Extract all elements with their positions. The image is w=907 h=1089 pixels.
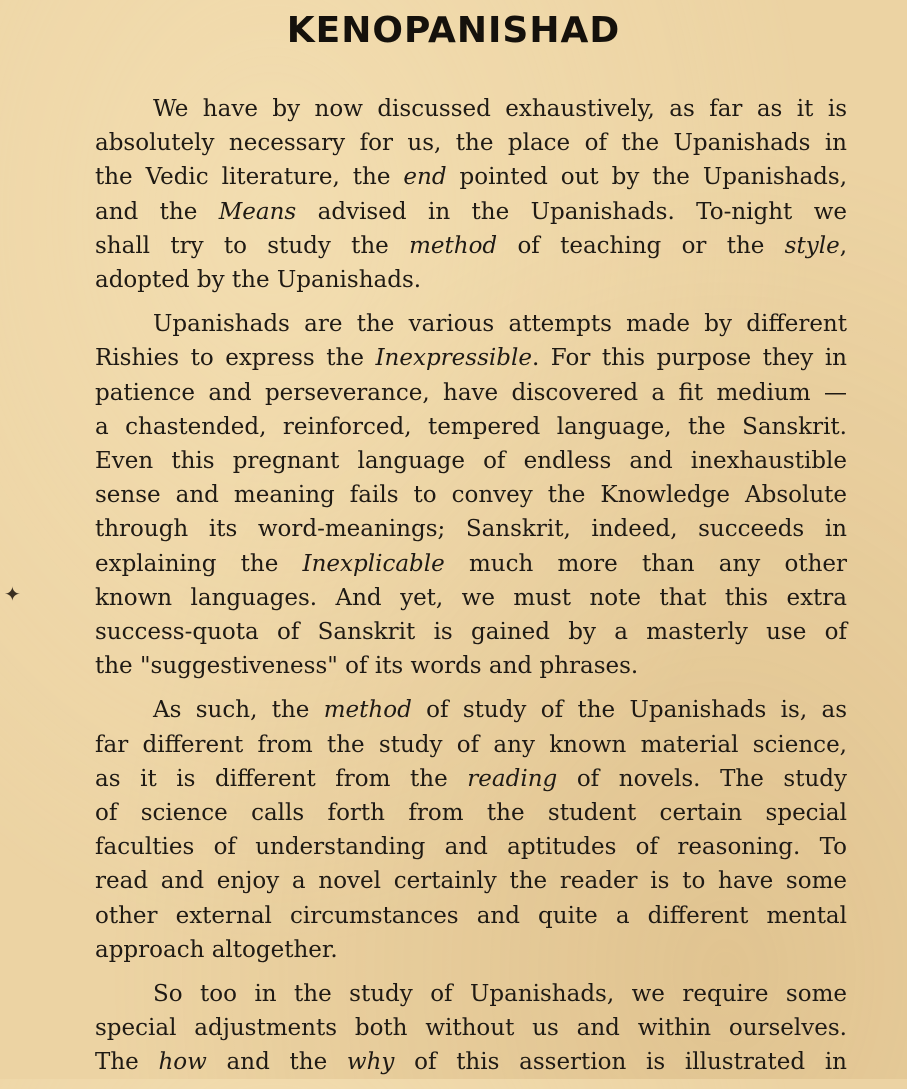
text-line: shall try to study the method of teaching or the style, [95, 232, 847, 259]
paragraph-1 [95, 92, 847, 297]
paragraph-4 [95, 977, 847, 1080]
paragraph-3 [95, 693, 847, 967]
text-line: through its word-meanings; Sanskrit, indeed, succeeds in [95, 516, 847, 543]
text-line: adopted by the Upanishads. [95, 267, 422, 294]
text-line: the Vedic literature, the end pointed out by the Upanishads, [95, 164, 847, 191]
text-line: sense and meaning fails to convey the Knowledge Absolute [95, 482, 847, 509]
text-line: As such, the method of study of the Upanishads is, as [153, 697, 848, 724]
text-line: So too in the study of Upanishads, we require some [153, 981, 847, 1008]
page-title: KENOPANISHAD [286, 10, 621, 51]
text-line: a chastended, reinforced, tempered language, the Sanskrit. [95, 413, 847, 440]
text-line: and the Means advised in the Upanishads. To-night we [95, 198, 847, 225]
text-line: faculties of understanding and aptitudes of reasoning. To [95, 834, 847, 861]
text-line: Rishies to express the Inexpressible. For this purpose they in [95, 345, 847, 372]
text-line: patience and perseverance, have discovered a fit medium — [95, 379, 847, 406]
text-line: We have by now discussed exhaustively, as far as it is [153, 96, 847, 122]
text-line: absolutely necessary for us, the place of the Upanishads in [95, 130, 847, 157]
text-line: special adjustments both without us and within ourselves. [95, 1015, 847, 1042]
body-text [95, 92, 847, 1089]
text-line: read and enjoy a novel certainly the reader is to have some [95, 868, 847, 895]
paragraph-2 [95, 307, 847, 683]
text-line: approach altogether. [95, 936, 338, 963]
text-line: known languages. And yet, we must note that this extra [95, 584, 847, 611]
text-line: explaining the Inexplicable much more than any other [95, 550, 847, 577]
text-line: Even this pregnant language of endless and inexhaustible [95, 448, 847, 475]
text-line: the "suggestiveness" of its words and phrases. [95, 653, 639, 680]
text-line: The how and the why of this assertion is illustrated in [95, 1049, 847, 1076]
text-line: of science calls forth from the student certain special [95, 800, 847, 827]
margin-mark: ✦ [4, 582, 21, 606]
text-line: success-quota of Sanskrit is gained by a masterly use of [95, 619, 847, 646]
text-line: Upanishads are the various attempts made by different [153, 311, 847, 338]
text-line: as it is different from the reading of novels. The study [95, 765, 847, 792]
text-line: other external circumstances and quite a different mental [95, 902, 847, 929]
text-line: far different from the study of any known material science, [95, 731, 847, 758]
